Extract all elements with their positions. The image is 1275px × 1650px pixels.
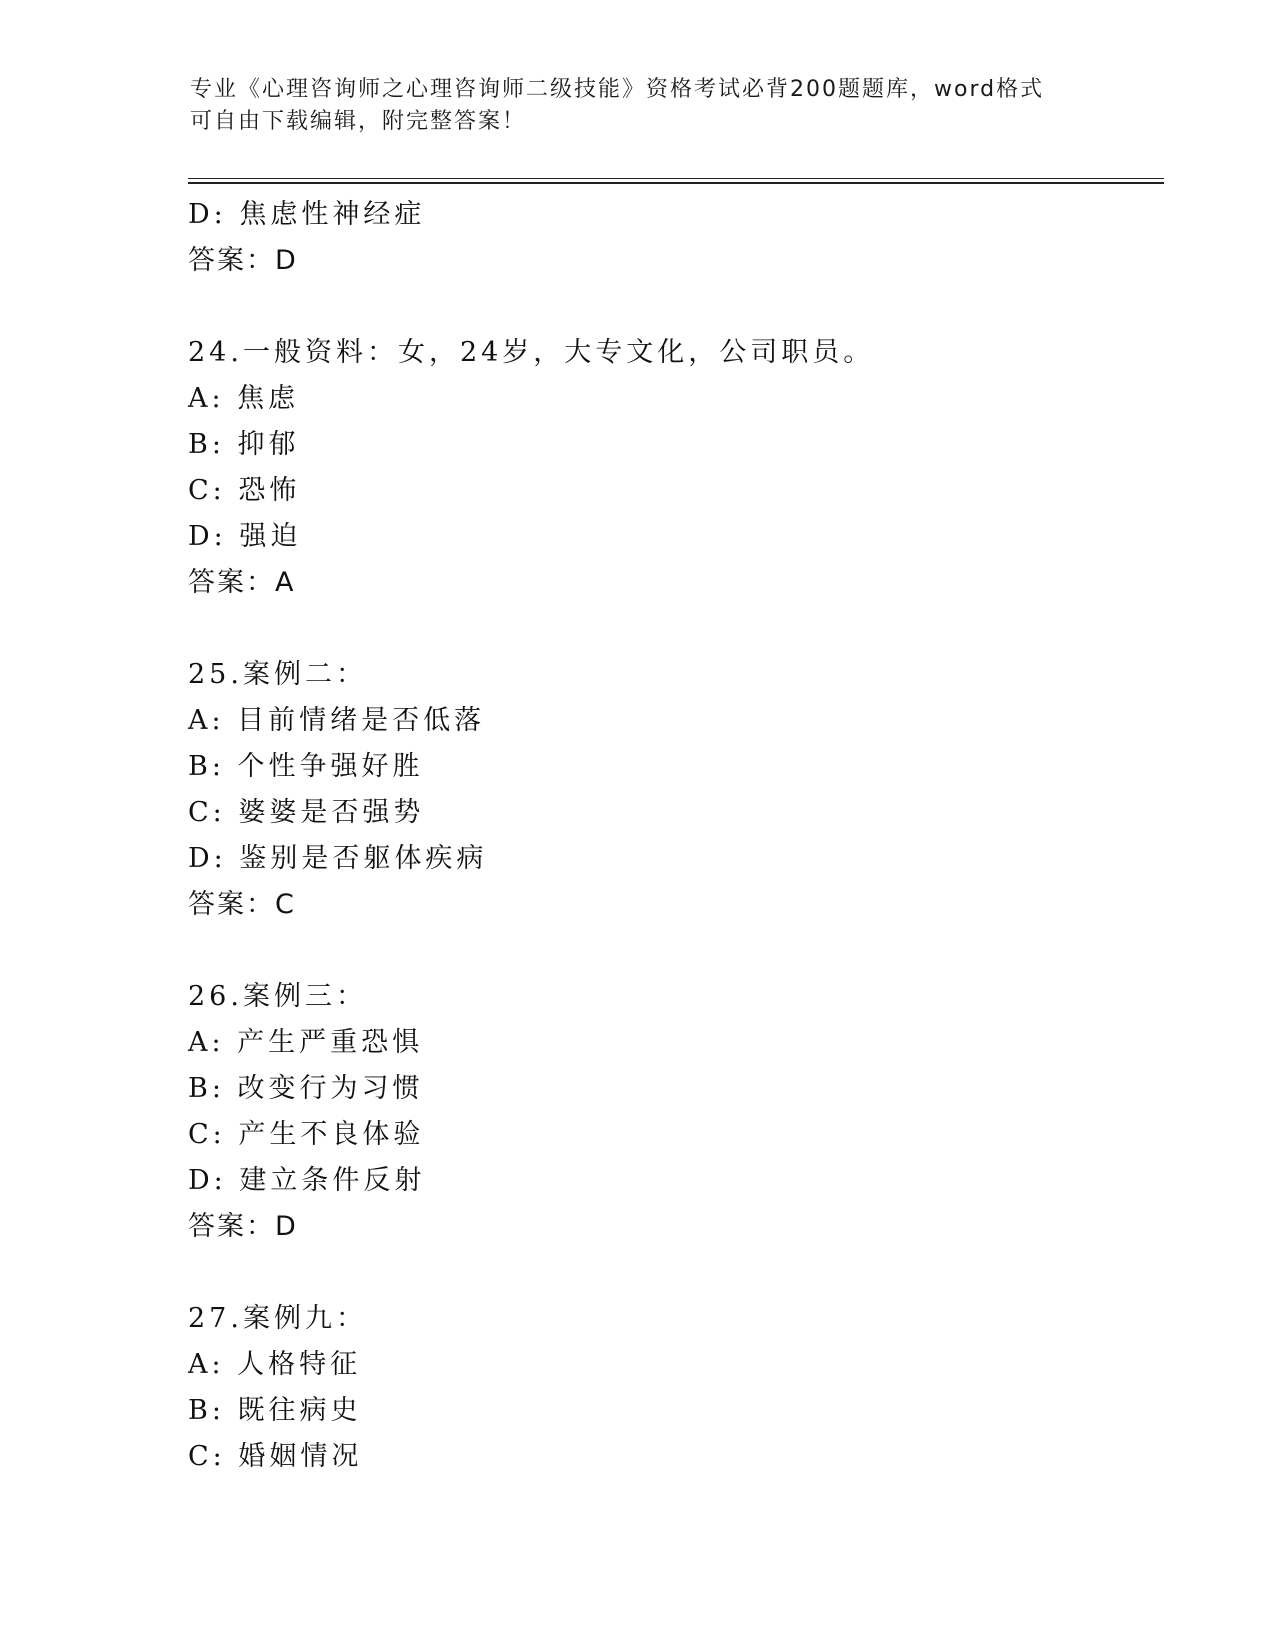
spacer: [188, 606, 1168, 652]
option-c: C: 婚姻情况: [188, 1441, 363, 1472]
question-stem: 27.案例九：: [188, 1303, 367, 1334]
question-block-27: [188, 1296, 1168, 1480]
option-b: B: 个性争强好胜: [188, 751, 424, 782]
option-a: A: 目前情绪是否低落: [188, 705, 486, 736]
answer-line: 答案：D: [188, 1211, 298, 1242]
option-b: B: 改变行为习惯: [188, 1073, 424, 1104]
option-d: D: 焦虑性神经症: [188, 199, 426, 230]
option-c: C: 婆婆是否强势: [188, 797, 425, 828]
question-stem: 24.一般资料：女，24岁，大专文化，公司职员。: [188, 337, 875, 368]
header-line-2: 可自由下载编辑，附完整答案！: [190, 109, 527, 134]
header-divider: [188, 178, 1164, 183]
option-a: A: 焦虑: [188, 383, 300, 414]
option-d: D: 鉴别是否躯体疾病: [188, 843, 488, 874]
spacer: [188, 1250, 1168, 1296]
option-d: D: 建立条件反射: [188, 1165, 426, 1196]
option-a: A: 产生严重恐惧: [188, 1027, 424, 1058]
question-block-24: [188, 330, 1168, 606]
option-c: C: 产生不良体验: [188, 1119, 425, 1150]
question-block-26: [188, 974, 1168, 1250]
divider-line-thick: [188, 182, 1164, 184]
option-c: C: 恐怖: [188, 475, 301, 506]
question-block-25: [188, 652, 1168, 928]
spacer: [188, 928, 1168, 974]
divider-line-thin: [188, 178, 1164, 179]
answer-line: 答案：C: [188, 889, 296, 920]
answer-line: 答案：D: [188, 245, 298, 276]
option-d: D: 强迫: [188, 521, 302, 552]
option-b: B: 抑郁: [188, 429, 300, 460]
answer-line: 答案：A: [188, 567, 296, 598]
option-a: A: 人格特征: [188, 1349, 362, 1380]
header-line-1: 专业《心理咨询师之心理咨询师二级技能》资格考试必背200题题库，word格式: [190, 77, 1045, 102]
question-stem: 26.案例三：: [188, 981, 367, 1012]
question-content: [188, 192, 1168, 1480]
document-header: [190, 74, 1090, 138]
question-stem: 25.案例二：: [188, 659, 367, 690]
option-b: B: 既往病史: [188, 1395, 362, 1426]
question-block-23-tail: [188, 192, 1168, 284]
spacer: [188, 284, 1168, 330]
